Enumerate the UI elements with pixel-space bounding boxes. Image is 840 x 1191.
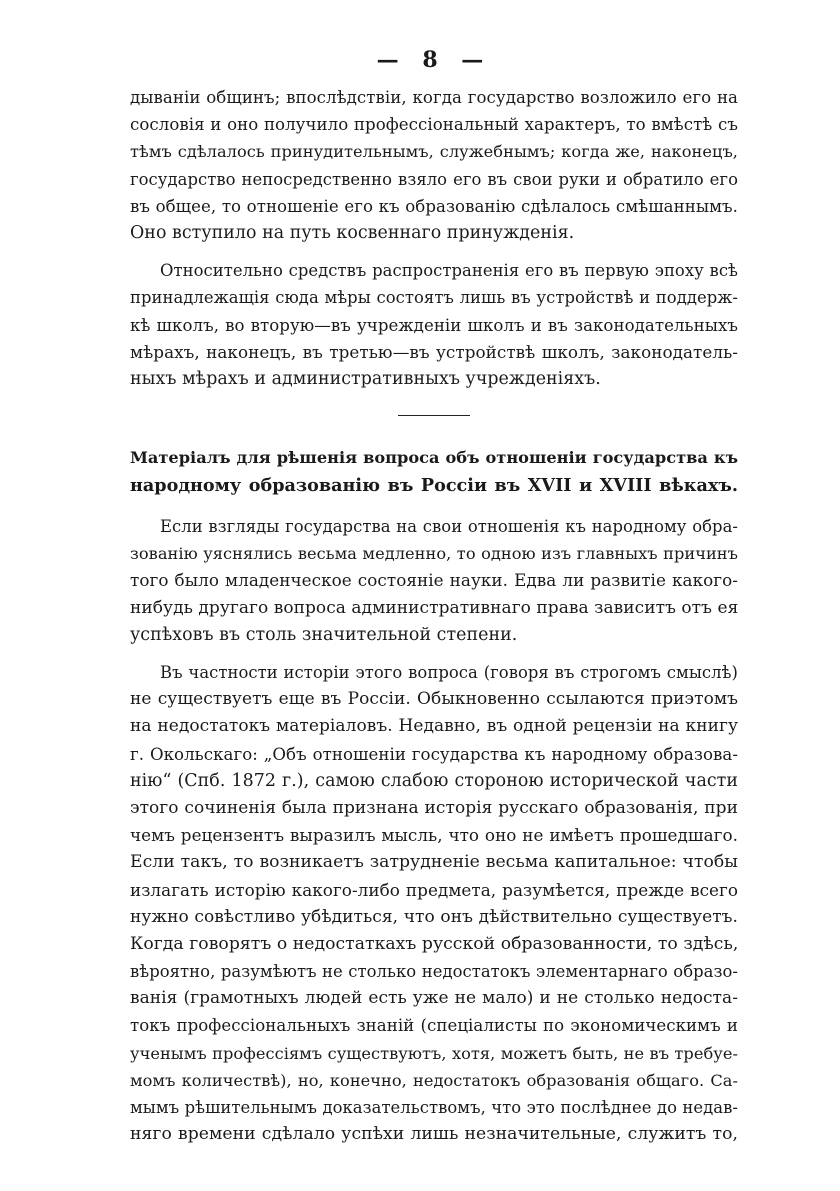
text-line: нужно совѣстливо убѣдиться, что онъ дѣйствительно существуетъ. (130, 906, 738, 927)
text-line: Когда говорятъ о недостаткахъ русской образованности, то здѣсь, (130, 933, 739, 954)
text-line: Если такъ, то возникаетъ затрудненіе весьма капитальное: чтобы (130, 852, 738, 873)
text-line: того было младенческое состояніе науки. Едва ли развитіе какого- (130, 570, 738, 591)
text-line: этого сочиненія была признана исторія русскаго образованія, при (130, 797, 738, 818)
text-line: няго времени сдѣлало успѣхи лишь незначительные, служитъ то, (130, 1124, 738, 1145)
text-line: кѣ школъ, во вторую—въ учрежденіи школъ и въ законодательныхъ (130, 315, 738, 335)
paragraph-history (130, 659, 738, 1148)
text-line: Если взгляды государства на свои отношенія къ народному обра- (160, 517, 738, 537)
text-line: ванія (грамотныхъ людей есть уже не мало) и не столько недоста- (130, 988, 738, 1009)
text-line: г. Окольскаго: „Объ отношеніи государства къ народному образова- (130, 744, 738, 764)
text-line: въ общее, то отношеніе его къ образованію сдѣлалось смѣшаннымъ. (130, 196, 738, 216)
page-number: — 8 — (376, 47, 492, 73)
text-line: принадлежащія сюда мѣры состоятъ лишь въ устройствѣ и поддерж- (130, 288, 738, 308)
paragraph-continuation (130, 84, 738, 247)
paragraph-views (130, 513, 738, 649)
text-line: зованію уяснялись весьма медленно, то одною изъ главныхъ причинъ (130, 544, 738, 564)
book-page (130, 40, 738, 1148)
text-line: успѣховъ въ столь значительной степени. (130, 624, 518, 645)
text-line: вѣроятно, разумѣютъ не столько недостатокъ элементарнаго образо- (130, 962, 738, 982)
text-line: токъ профессіональныхъ знаній (спеціалисты по экономическимъ и (130, 1016, 738, 1036)
text-line: на недостатокъ матеріаловъ. Недавно, въ одной рецензіи на книгу (130, 716, 738, 737)
section-divider (398, 415, 470, 416)
heading-line: Матеріалъ для рѣшенія вопроса объ отношеніи государства къ (130, 448, 738, 468)
text-line: нію“ (Спб. 1872 г.), самою слабою стороною исторической части (130, 770, 738, 791)
text-line: тѣмъ сдѣлалось принудительнымъ, служебнымъ; когда же, наконецъ, (130, 142, 738, 162)
heading-line: народному образованію въ Россіи въ XVII и XVIII вѣкахъ. (130, 474, 738, 496)
text-line: излагать исторію какого-либо предмета, разумѣется, прежде всего (130, 879, 738, 900)
text-line: ныхъ мѣрахъ и административныхъ учрежденіяхъ. (130, 368, 601, 389)
paragraph-means (130, 257, 738, 393)
section-heading (130, 444, 738, 499)
text-line: Относительно средствъ распространенія его въ первую эпоху всѣ (160, 261, 738, 281)
text-line: ученымъ профессіямъ существуютъ, хотя, можетъ быть, не въ требуе- (130, 1043, 738, 1063)
text-line: мымъ рѣшительнымъ доказательствомъ, что это послѣднее до недав- (130, 1098, 738, 1117)
text-line: не существуетъ еще въ Россіи. Обыкновенно ссылаются приэтомъ (130, 689, 738, 710)
text-line: Въ частности исторіи этого вопроса (говоря въ строгомъ смыслѣ) (160, 663, 738, 682)
text-line: сословія и оно получило профессіональный характеръ, то вмѣстѣ съ (130, 115, 738, 135)
text-line: момъ количествѣ), но, конечно, недостатокъ образованія общаго. Са- (130, 1070, 738, 1090)
text-line: мѣрахъ, наконецъ, въ третью—въ устройствѣ школъ, законодатель- (130, 341, 738, 362)
text-line: государство непосредственно взяло его въ свои руки и обратило его (130, 169, 738, 189)
text-line: дываніи общинъ; впослѣдствіи, когда государство возложило его на (130, 88, 738, 107)
text-line: нибудь другаго вопроса административнаго права зависитъ отъ ея (130, 597, 739, 618)
text-line: чемъ рецензентъ выразилъ мысль, что оно не имѣетъ прошедшаго. (130, 825, 738, 846)
text-line: Оно вступило на путь косвеннаго принужденія. (130, 222, 575, 243)
